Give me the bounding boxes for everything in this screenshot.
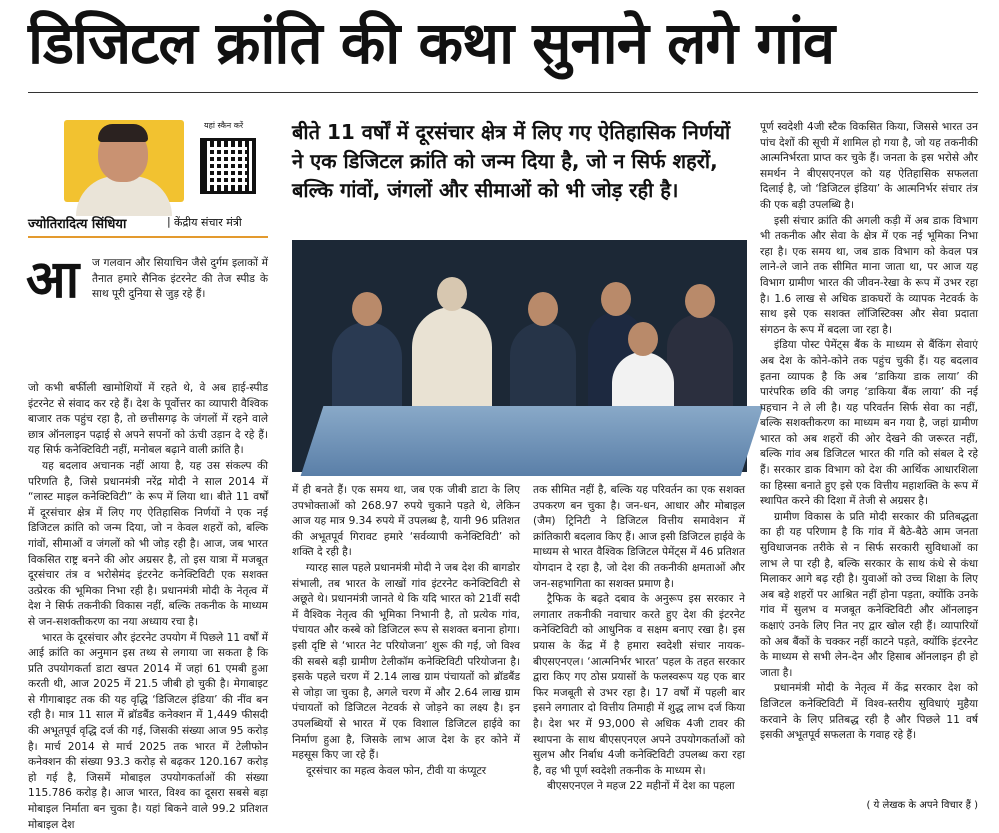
- paragraph: ग्यारह साल पहले प्रधानमंत्री मोदी ने जब देश की बागडोर संभाली, तब भारत के लाखों गांव इंटरनेट कनेक्टिविटी से अछूते थे। प्रधानमंत्री जानते थे कि यदि भारत को 21वीं सदी में वैश्विक नेतृत्व की भूमिका निभानी है, तो प्रत्येक गांव, पंचायत और कस्बे को डिजिटल रूप से सशक्त बनाना होगा। इसी दृष्टि से ‘भारत नेट परियोजना’ शुरू की गई, जो विश्व की सबसे बड़ी ग्रामीण टेलीकॉम कनेक्टिविटी परियोजना है। इसके पहले चरण में 2.14 लाख ग्राम पंचायतों को ब्रॉडबैंड से जोड़ा जा चुका है, अगले चरण में और 2.64 लाख ग्राम पंचायतों को डिजिटल नेटवर्क से जोड़ने का लक्ष्य है। इन उपलब्धियों से भारत में एक विशाल डिजिटल हाईवे का निर्माण हुआ है, जिसके लाभ आज देश के हर कोने में महसूस किए जा रहे हैं।: [292, 561, 520, 764]
- paragraph: ग्रामीण विकास के प्रति मोदी सरकार की प्रतिबद्धता का ही यह परिणाम है कि गांव में बैठे-बैठे आम जनता सुविधाजनक तरीके से न सिर्फ सरकारी सुविधाओं का लाभ ले पा रही है, बल्कि सरकार के साथ कंधे से कंधा मिलाकर आगे बढ़ रही है। युवाओं को उच्च शिक्षा के लिए अब बड़े शहरों पर आश्रित नहीं होना पड़ता, क्योंकि उनके गांव में सुलभ व मजबूत कनेक्टिविटी और ऑनलाइन कक्षाएं उनके लिए नित नए द्वार खोल रही हैं। व्यापारियों को अब बैंकों के चक्कर नहीं काटने पड़ते, क्योंकि इंटरनेट के माध्यम से सभी लेन-देन और हिसाब ऑनलाइन ही हो जाता है।: [760, 510, 978, 682]
- paragraph: में ही बनते हैं। एक समय था, जब एक जीबी डाटा के लिए उपभोक्ताओं को 268.97 रुपये चुकाने पड़ते थे, लेकिन आज यह मात्र 9.34 रुपये में उपलब्ध है, यानी 96 प्रतिशत की अभूतपूर्व गिरावट हमारे ‘सर्वव्यापी कनेक्टिविटी’ को शक्ति दे रही है।: [292, 483, 520, 561]
- author-note: ( ये लेखक के अपने विचार हैं ): [760, 797, 978, 811]
- paragraph: प्रधानमंत्री मोदी के नेतृत्व में केंद्र सरकार देश को डिजिटल कनेक्टिविटी में विश्व-स्तरीय सुविधाएं मुहैया करवाने के लिए प्रतिबद्ध रही है और पिछले 11 वर्ष इसकी अभूतपूर्व सफलता के गवाह रहे हैं।: [760, 681, 978, 743]
- paragraph: जो कभी बर्फीली खामोशियों में रहते थे, वे अब हाई-स्पीड इंटरनेट से संवाद कर रहे हैं। देश के पूर्वोत्तर का व्यापारी वैश्विक बाजार तक पहुंच रहा है, तो छत्तीसगढ़ के जंगलों में रहने वाले छात्र ऑनलाइन पढ़ाई से अपने सपनों को ऊंची उड़ान दे रहे हैं। यह सिर्फ कनेक्टिविटी नहीं, मनोबल बढ़ाने वाली क्रांति है।: [28, 381, 268, 459]
- summary-lead: बीते 11 वर्षों में दूरसंचार क्षेत्र में लिए गए ऐतिहासिक निर्णयों ने एक डिजिटल क्रांति को जन्म दिया है, जो न सिर्फ शहरों, बल्कि गांवों, जंगलों और सीमाओं को भी जोड़ रही है।: [292, 118, 742, 205]
- paragraph: यह बदलाव अचानक नहीं आया है, यह उस संकल्प की परिणति है, जिसे प्रधानमंत्री नरेंद्र मोदी ने साल 2014 में “लास्ट माइल कनेक्टिविटी” के रूप में लिया था। बीते 11 वर्षों में दूरसंचार क्षेत्र में लिए गए ऐतिहासिक निर्णयों ने एक नई डिजिटल क्रांति को जन्म दिया, जो न केवल शहरों को, बल्कि गांवों, सीमाओं व जंगलों को भी जोड़ रही है। आज, जब भारत विकसित राष्ट्र बनने की ओर अग्रसर है, तो इस यात्रा में मजबूत दूरसंचार तंत्र व भरोसेमंद इंटरनेट कनेक्टिविटी एक सशक्त उत्प्रेरक की भूमिका निभा रही है। प्रधानमंत्री मोदी के नेतृत्व में देश ने सिर्फ तकनीकी विकास नहीं, बल्कि तकनीक के माध्यम से जन-सशक्तीकरण का नया अध्याय रचा है।: [28, 459, 268, 631]
- article-column-3: [533, 483, 745, 813]
- article-column-4: [760, 120, 978, 800]
- paragraph: तक सीमित नहीं है, बल्कि यह परिवर्तन का एक सशक्त उपकरण बन चुका है। जन-धन, आधार और मोबाइल (जैम) ट्रिनिटी ने डिजिटल वित्तीय समावेशन में क्रांतिकारी बदलाव किए हैं। आज इसी डिजिटल हाईवे के माध्यम से भारत वैश्विक डिजिटल पेमेंट्स में 46 प्रतिशत योगदान दे रहा है, जो देश की तकनीकी क्षमताओं और जन-सहभागिता का सशक्त प्रमाण है।: [533, 483, 745, 592]
- paragraph: इंडिया पोस्ट पेमेंट्स बैंक के माध्यम से बैंकिंग सेवाएं अब देश के कोने-कोने तक पहुंच चुकी हैं। यह बदलाव इतना व्यापक है कि अब ‘डाकिया डाक लाया’ की पारंपरिक छवि की जगह ‘डाकिया बैंक लाया’ की नई पहचान ने ले ली है। यह परिवर्तन सिर्फ सेवा का नहीं, बल्कि सशक्तीकरण का माध्यम बन गया है, जहां ग्रामीण भारत को अब शहरों की ओर देखने की जरूरत नहीं, बल्कि गांव अब डिजिटल भारत की गति को संबल दे रहे हैं। सरकार डाक विभाग को देश की आर्थिक आधारशिला का हिस्सा बनाते हुए इसे एक वित्तीय महाशक्ति के रूप में स्थापित करने की दिशा में तेजी से अग्रसर है।: [760, 338, 978, 510]
- paragraph: बीएसएनएल ने महज 22 महीनों में देश का पहला: [533, 779, 745, 795]
- author-photo: [64, 120, 184, 202]
- scan-label: यहां स्कैन करें: [204, 120, 243, 131]
- paragraph: दूरसंचार का महत्व केवल फोन, टीवी या कंप्यूटर: [292, 764, 520, 780]
- article-column-1: [28, 381, 268, 811]
- paragraph: पूर्ण स्वदेशी 4जी स्टैक विकसित किया, जिससे भारत उन पांच देशों की सूची में शामिल हो गया है, जो यह तकनीकी आत्मनिर्भरता प्राप्त कर चुके हैं। जनता के इस भरोसे और समर्थन ने बीएसएनएल को यह ऐतिहासिक सफलता दिलाई है, जो ‘डिजिटल इंडिया’ के आत्मनिर्भर संचार तंत्र की एक बड़ी उपलब्धि है।: [760, 120, 978, 214]
- article-column-2: [292, 483, 520, 813]
- paragraph: इसी संचार क्रांति की अगली कड़ी में अब डाक विभाग भी तकनीक और सेवा के क्षेत्र में एक नई भूमिका निभा रहा है। एक समय था, जब डाक विभाग को केवल पत्र लाने-ले जाने तक सीमित माना जाता था, पर आज यह विभाग ग्रामीण भारत की जीवन-रेखा के रूप में उभर रहा है। 1.6 लाख से अधिक डाकघरों के व्यापक नेटवर्क के साथ इसे एक सशक्त लॉजिस्टिक्स और सेवा प्रदाता संगठन के रूप में बदला जा रहा है।: [760, 214, 978, 339]
- author-role: केंद्रीय संचार मंत्री: [174, 215, 242, 230]
- headline: डिजिटल क्रांति की कथा सुनाने लगे गांव: [28, 4, 978, 82]
- paragraph: ज गलवान और सियाचिन जैसे दुर्गम इलाकों में तैनात हमारे सैनिक इंटरनेट की तेज स्पीड के साथ पूरी दुनिया से जुड़ रहे हैं।: [92, 256, 268, 303]
- paragraph: ट्रैफिक के बढ़ते दबाव के अनुरूप इस सरकार ने लगातार तकनीकी नवाचार करते हुए देश की इंटरनेट कनेक्टिविटी को आधुनिक व सक्षम बनाए रखा है। इस प्रयास के केंद्र में है हमारा स्वदेशी संचार नायक-बीएसएनएल। ‘आत्मनिर्भर भारत’ पहल के तहत सरकार द्वारा किए गए ठोस प्रयासों के फलस्वरूप यह एक बार फिर मजबूती से उभर रहा है। 17 वर्षों में पहली बार इसने लगातार दो वित्तीय तिमाही में शुद्ध लाभ दर्ज किया है। देश भर में 93,000 से अधिक 4जी टावर की स्थापना के साथ बीएसएनएल अपने उपयोगकर्ताओं को सुलभ और निर्बाध 4जी कनेक्टिविटी उपलब्ध करा रहा है, वह भी पूर्ण स्वदेशी तकनीक के माध्यम से।: [533, 592, 745, 779]
- headline-rule: [28, 92, 978, 93]
- author-name: ज्योतिरादित्य सिंधिया: [28, 214, 126, 232]
- qr-code-icon[interactable]: [200, 138, 256, 194]
- author-box: [28, 114, 268, 242]
- article-column-1-top: [92, 256, 268, 303]
- news-photo: [292, 240, 747, 472]
- drop-cap: आ: [26, 254, 79, 306]
- author-underline: [28, 236, 268, 238]
- author-separator: |: [167, 215, 171, 228]
- paragraph: भारत के दूरसंचार और इंटरनेट उपयोग में पिछले 11 वर्षों में आई क्रांति का अनुमान इस तथ्य से लगाया जा सकता है कि प्रति उपयोगकर्ता डाटा खपत 2014 में जहां 61 एमबी हुआ करती थी, आज 2025 में 21.5 जीबी हो चुकी है। मेगाबाइट से गीगाबाइट तक की यह वृद्धि ‘डिजिटल इंडिया’ की नींव बन रही है। मात्र 11 साल में ब्रॉडबैंड कनेक्शन में 1,449 फीसदी की अभूतपूर्व वृद्धि दर्ज की गई, जिसकी संख्या आज 95 करोड़ है। मार्च 2014 से मार्च 2025 तक भारत में टेलीफोन कनेक्शन की संख्या 93.3 करोड़ से बढ़कर 120.167 करोड़ हो गई है, जिसमें मोबाइल उपयोगकर्ताओं की संख्या 115.786 करोड़ है। आज भारत, विश्व का दूसरा सबसे बड़ा मोबाइल निर्माता बन चुका है। यहां बिकने वाले 99.2 प्रतिशत मोबाइल देश: [28, 631, 268, 833]
